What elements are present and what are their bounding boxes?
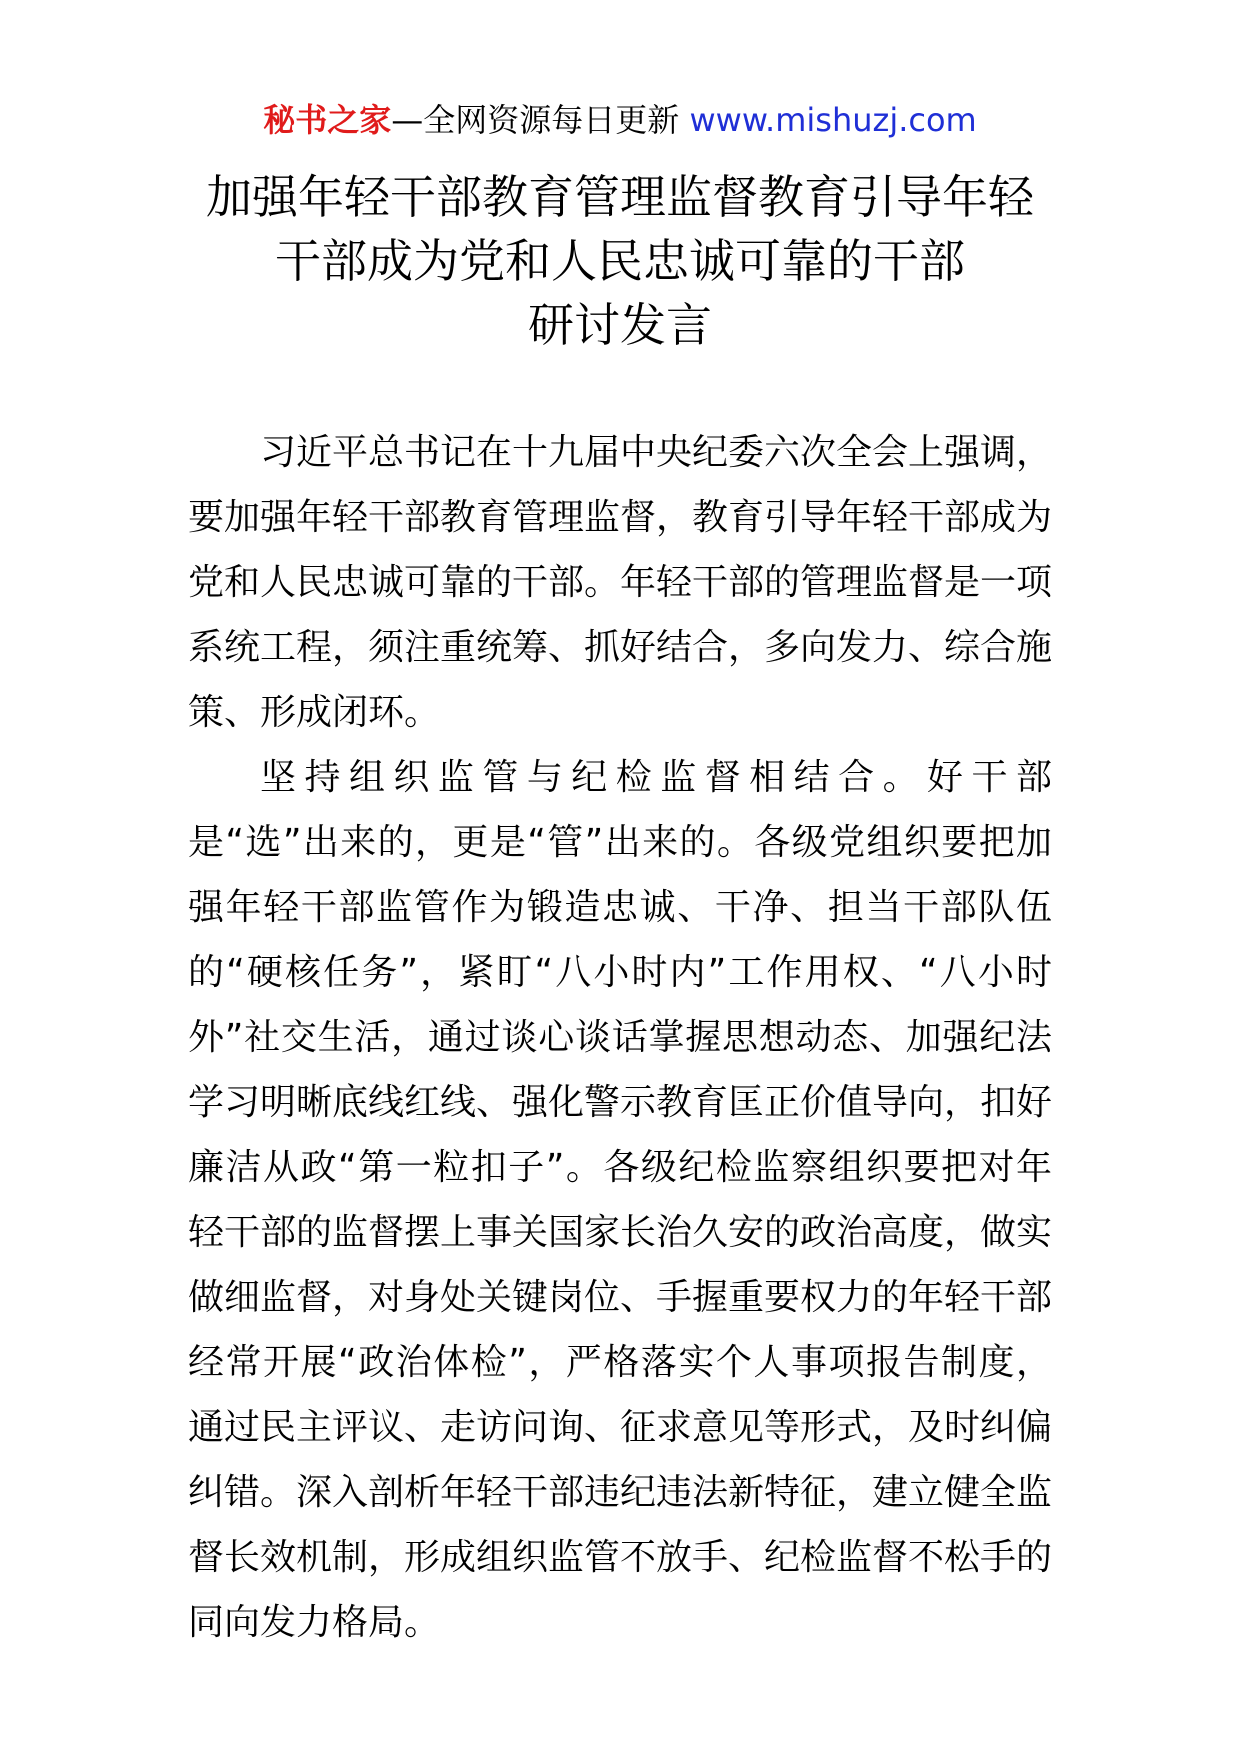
title-line-1: 加强年轻干部教育管理监督教育引导年轻: [206, 170, 1034, 224]
document-title: [0, 165, 1240, 357]
site-brand: 秘书之家: [263, 101, 392, 139]
site-header: [0, 100, 1240, 140]
title-line-3: 研讨发言: [528, 298, 712, 352]
paragraph-1: 习近平总书记在十九届中央纪委六次全会上强调，要加强年轻干部教育管理监督，教育引导年轻干部成为党和人民忠诚可靠的干部。年轻干部的管理监督是一项系统工程，须注重统筹、抓好结合，多向发力、综合施策、形成闭环。: [188, 432, 1053, 733]
header-tagline: —全网资源每日更新: [391, 101, 690, 139]
site-url-link[interactable]: www.mishuzj.com: [689, 101, 977, 139]
document-body: [188, 420, 1052, 1655]
title-line-2: 干部成为党和人民忠诚可靠的干部: [275, 234, 965, 288]
paragraph-2: 坚持组织监管与纪检监督相结合。好干部是“选”出来的，更是“管”出来的。各级党组织要把加强年轻干部监管作为锻造忠诚、干净、担当干部队伍的“硬核任务”，紧盯“八小时内”工作用权、“八小时外”社交生活，通过谈心谈话掌握思想动态、加强纪法学习明晰底线红线、强化警示教育匡正价值导向，扣好廉洁从政“第一粒扣子”。各级纪检监察组织要把对年轻干部的监督摆上事关国家长治久安的政治高度，做实做细监督，对身处关键岗位、手握重要权力的年轻干部经常开展“政治体检”，严格落实个人事项报告制度，通过民主评议、走访问询、征求意见等形式，及时纠偏纠错。深入剖析年轻干部违纪违法新特征，建立健全监督长效机制，形成组织监管不放手、纪检监督不松手的同向发力格局。: [188, 757, 1053, 1643]
